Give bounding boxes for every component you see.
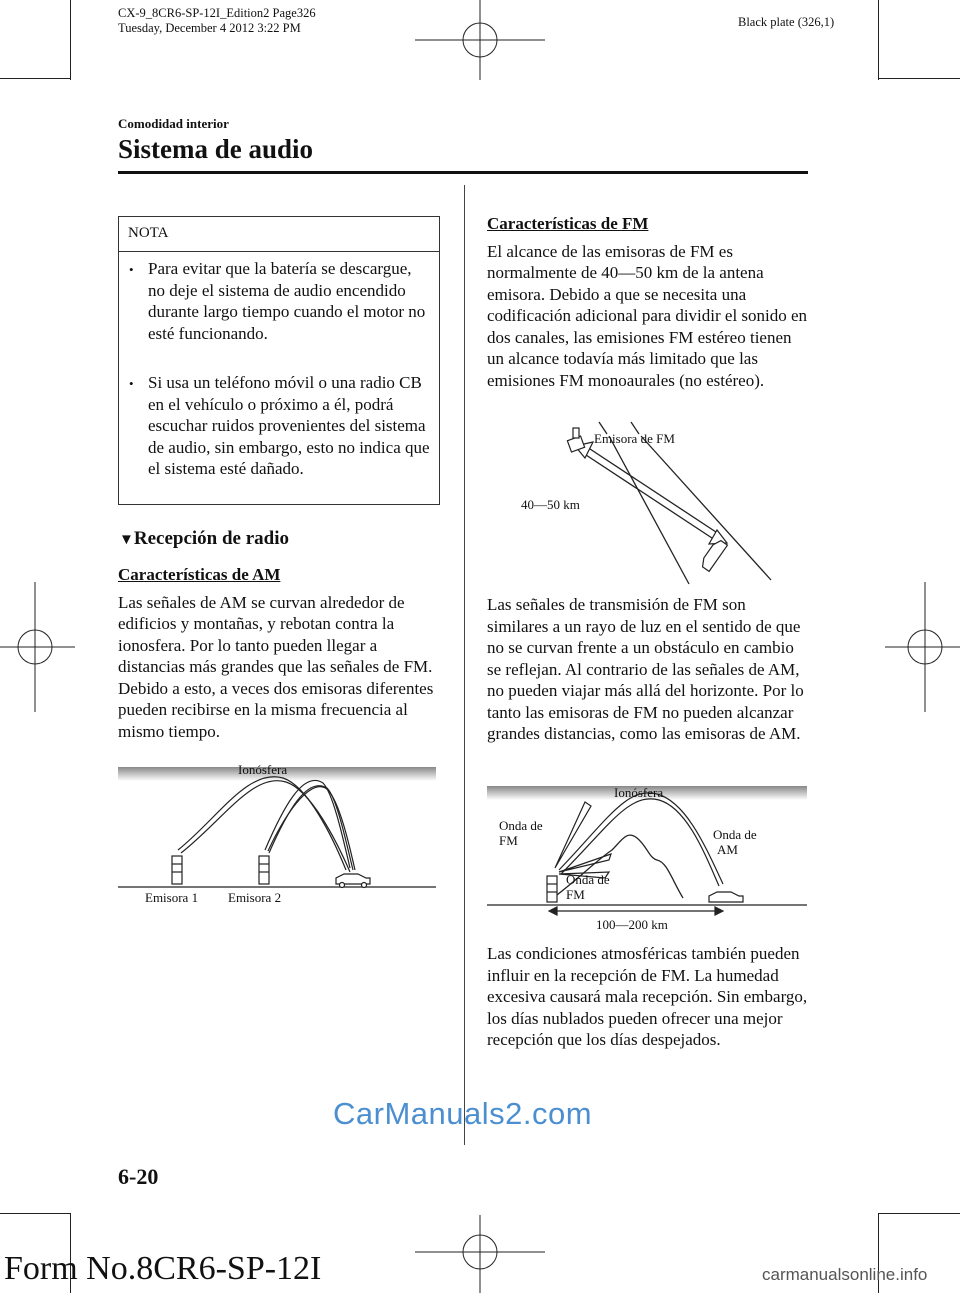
fm-distance-label: 40―50 km — [521, 497, 580, 512]
fm-station-label: Emisora de FM — [594, 431, 675, 446]
note-title: NOTA — [128, 225, 169, 241]
am-station2-label: Emisora 2 — [228, 890, 282, 905]
site-watermark: carmanualsonline.info — [762, 1265, 928, 1284]
triangle-icon: ▼ — [119, 532, 134, 548]
file-info — [118, 6, 316, 36]
bullet-icon: • — [129, 262, 134, 277]
form-number: Form No.8CR6-SP-12I — [4, 1250, 322, 1287]
column-divider — [464, 185, 465, 1145]
note-divider — [118, 251, 439, 252]
am-section — [118, 564, 440, 742]
am-wave-label — [713, 827, 757, 857]
fm-wave-label-1-line1: Onda de — [499, 818, 543, 833]
fm-title: Características de FM — [487, 214, 649, 233]
plate-label: Black plate (326,1) — [738, 15, 835, 29]
fm-text: El alcance de las emisoras de FM es normalmente de 40―50 km de la antena emisora. Debido a que se necesita una codificación adicional para dividir el sonido en dos canales, las emisiones FM estéreo tienen un alcance todavía más limitado que las emisiones FM monoaurales (no estéreo). — [487, 241, 808, 390]
page-number: 6-20 — [118, 1164, 159, 1189]
fm-wave-label-1 — [499, 818, 543, 848]
fm-section — [487, 213, 809, 391]
watermark-logo: CarManuals2.com — [333, 1096, 593, 1131]
fm-wave-label-2-line2: FM — [566, 887, 585, 902]
radio-heading-text: Recepción de radio — [133, 528, 290, 549]
radio-heading — [119, 528, 289, 550]
compare-ionosphere-label: Ionósfera — [614, 785, 664, 800]
bullet-icon: • — [129, 376, 134, 391]
fm-text-3: Las condiciones atmosféricas también pueden influir en la recepción de FM. La humedad excesiva causará mala recepción. Sin embargo, los días nublados pueden ofrecer una mejor recepción que los días despejados. — [487, 944, 808, 1049]
note-item-2: Si usa un teléfono móvil o una radio CB en el vehículo o próximo a él, podrá escuchar ruidos provenientes del sistema de audio, sin embargo, esto no indica que el sistema esté dañado. — [148, 373, 430, 478]
fm-am-compare-diagram — [487, 780, 809, 925]
file-line: CX-9_8CR6-SP-12I_Edition2 Page326 — [118, 6, 316, 20]
page-title: Sistema de audio — [118, 134, 314, 164]
am-station1-label: Emisora 1 — [145, 890, 199, 905]
am-text: Las señales de AM se curvan alrededor de edificios y montañas, y rebotan contra la ionosfera. Por lo tanto pueden llegar a distancias más grandes que las señales de FM. Debido a esto, a veces dos emisoras diferentes pueden recibirse en la misma frecuencia al mismo tiempo. — [118, 592, 434, 741]
am-title: Características de AM — [118, 565, 281, 584]
fm-wave-label-2 — [566, 872, 610, 902]
am-wave-label-line1: Onda de — [713, 827, 757, 842]
fm-section-2 — [487, 594, 809, 745]
am-ionosphere-label: Ionósfera — [238, 762, 288, 777]
fm-wave-label-2-line1: Onda de — [566, 872, 610, 887]
note-item-1: Para evitar que la batería se descargue, no deje el sistema de audio encendido durante largo tiempo cuando el motor no esté funcionando. — [148, 259, 426, 343]
compare-distance-label: 100―200 km — [596, 917, 668, 932]
date-line: Tuesday, December 4 2012 3:22 PM — [118, 21, 301, 35]
title-rule — [118, 171, 808, 174]
fm-text-2: Las señales de transmisión de FM son similares a un rayo de luz en el sentido de que no se curvan frente a un obstáculo en cambio se reflejan. Al contrario de las señales de AM, no pueden viajar más allá del horizonte. Por lo tanto las emisoras de FM no pueden alcanzar grandes distancias, como las emisoras de AM. — [487, 595, 804, 743]
am-diagram — [118, 758, 438, 908]
am-wave-label-line2: AM — [717, 842, 738, 857]
section-label: Comodidad interior — [118, 116, 229, 131]
fm-wave-label-1-line2: FM — [499, 833, 518, 848]
fm-section-3 — [487, 943, 809, 1051]
